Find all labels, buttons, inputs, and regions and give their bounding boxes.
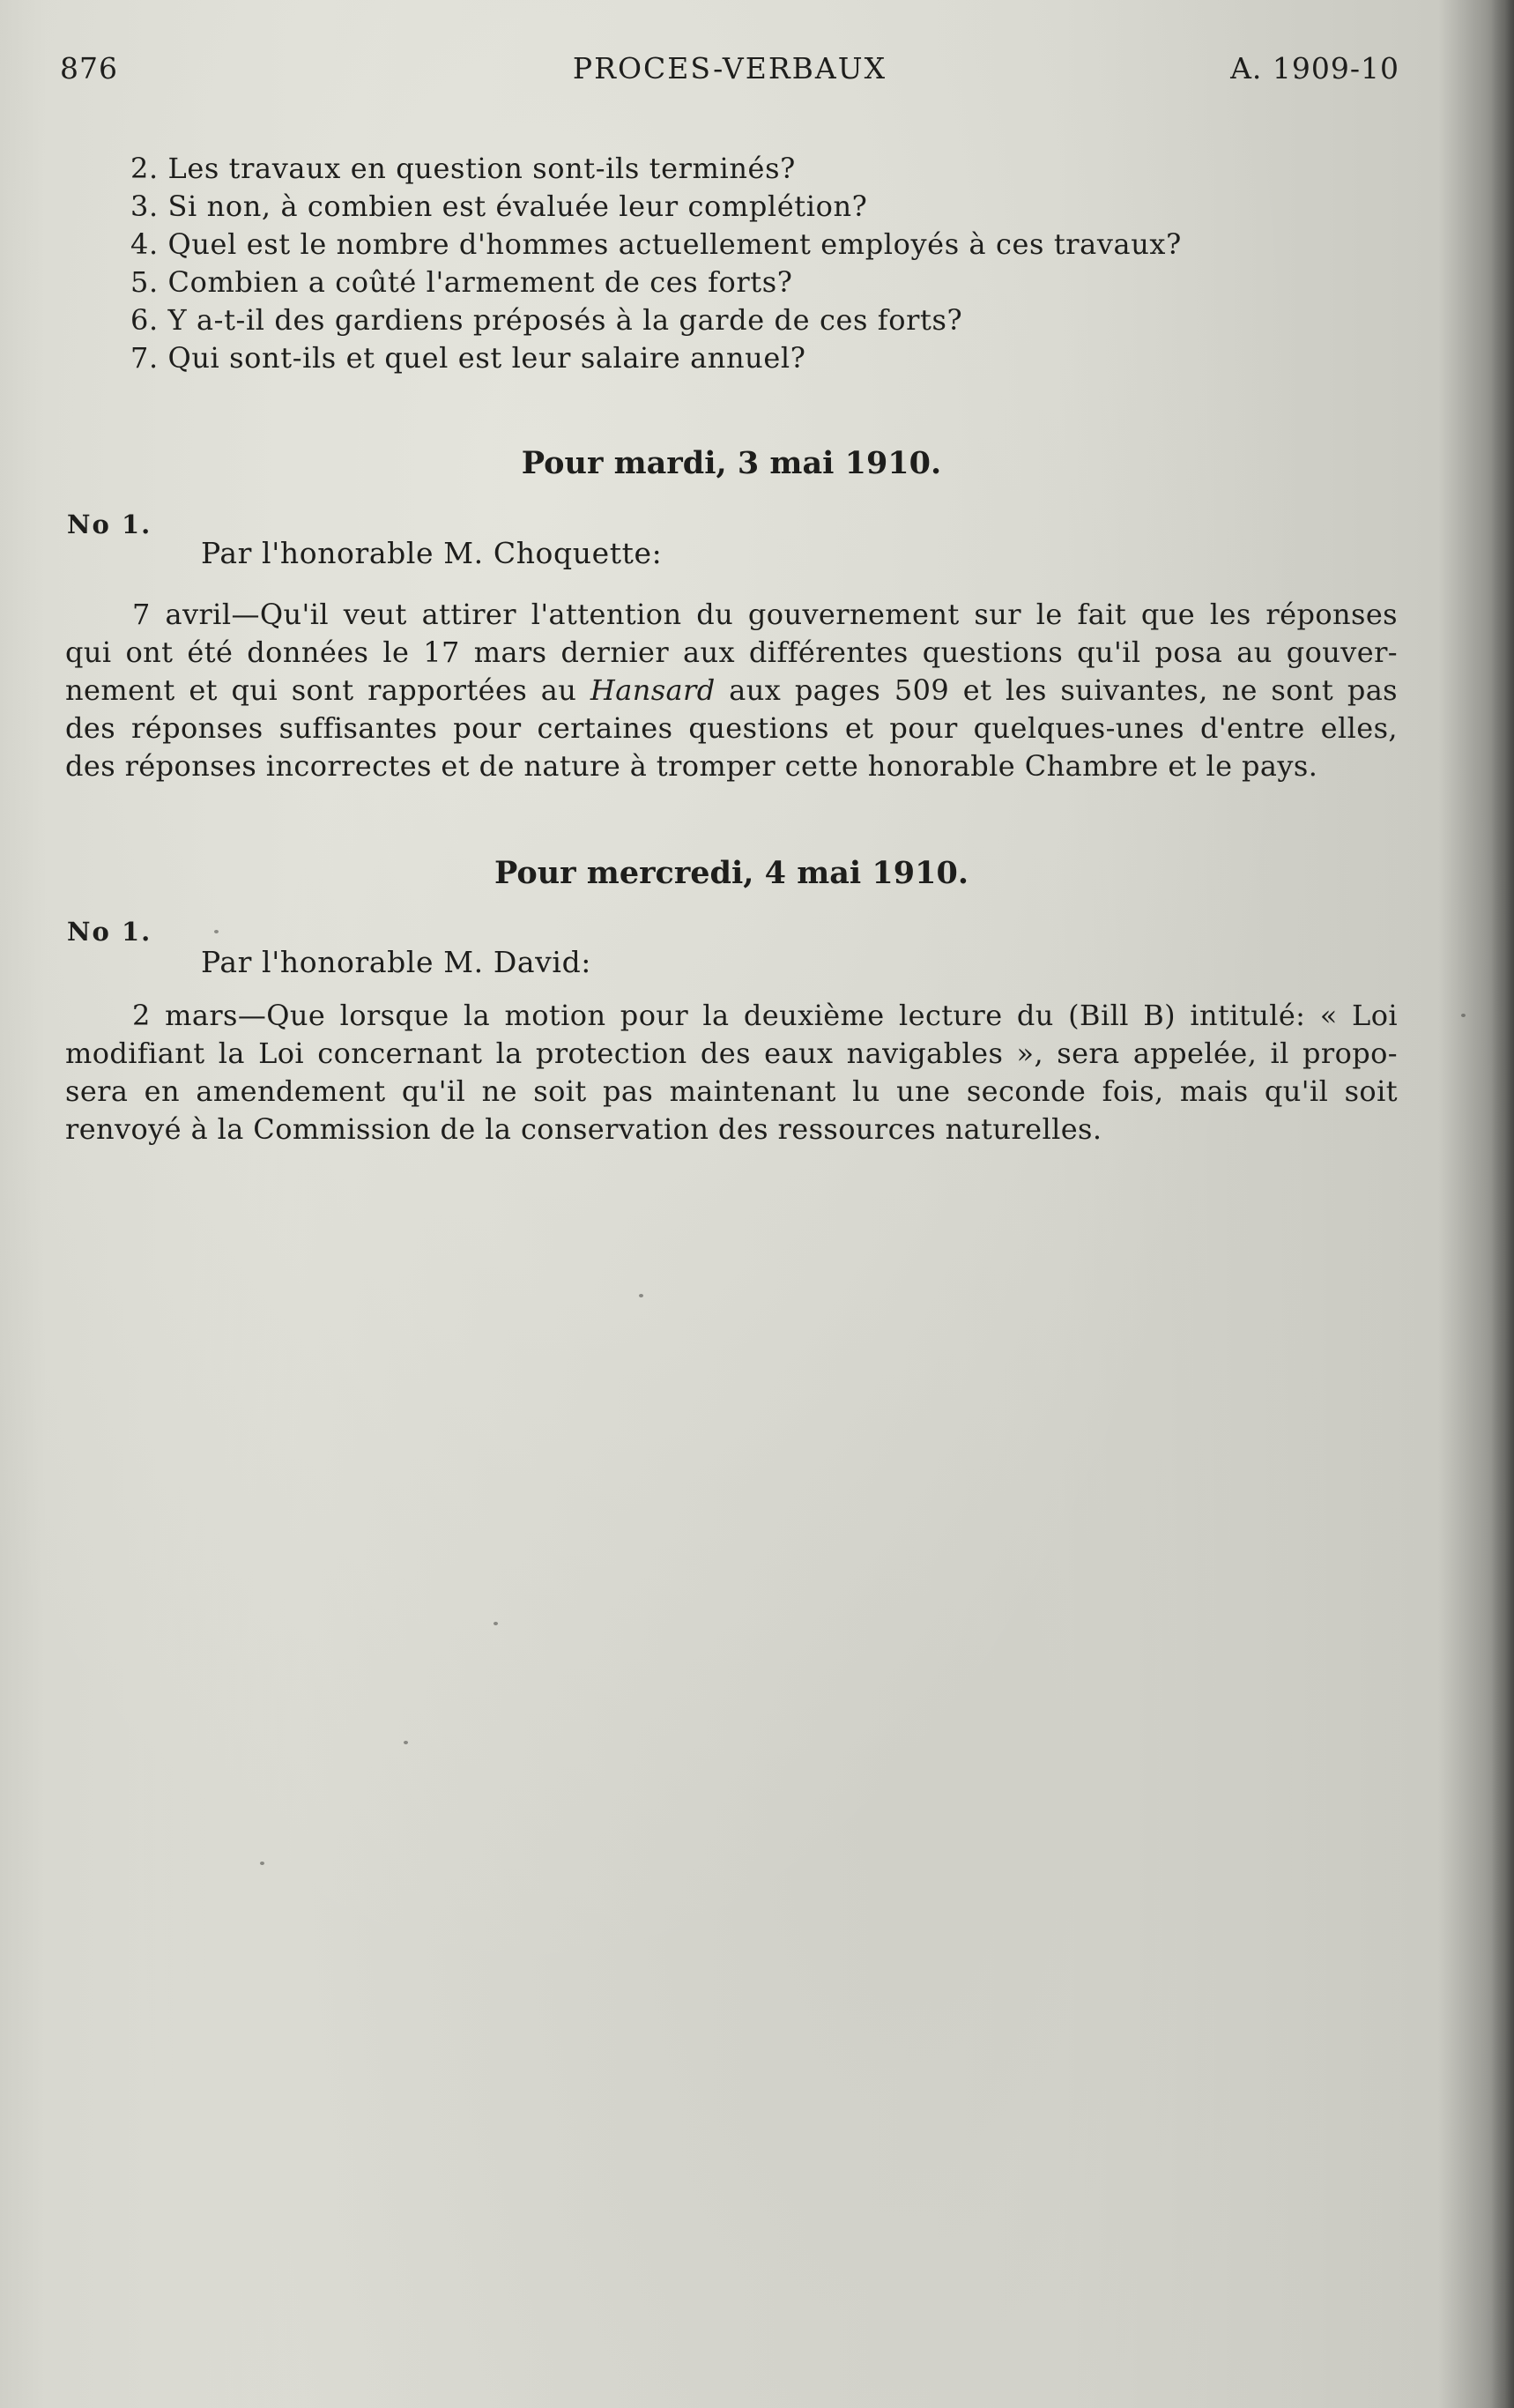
question-item: 2. Les travaux en question sont-ils terminés? [130,152,796,185]
member-by-line: Par l'honorable M. David: [201,945,592,979]
question-item: 6. Y a-t-il des gardiens préposés à la garde de ces forts? [130,303,963,337]
paragraph-line: renvoyé à la Commission de la conservation des ressources naturelles. [65,1112,1102,1146]
section-title-mardi: Pour mardi, 3 mai 1910. [521,445,942,481]
paragraph-line: 7 avril—Qu'il veut attirer l'attention du gouvernement sur le fait que les réponses [132,598,1398,631]
paper-speck [260,1862,264,1865]
paragraph-line: modifiant la Loi concernant la protection des eaux navigables », sera appelée, il propo- [65,1037,1398,1070]
question-item: 3. Si non, à combien est évaluée leur complétion? [130,190,868,223]
paper-speck [404,1741,408,1744]
notice-paragraph [65,596,1398,785]
notice-paragraph [65,997,1398,1148]
page-number: 876 [60,51,118,85]
line-text: aux pages 509 et les suivantes, ne sont pas [729,673,1399,707]
paper-speck [1461,1014,1466,1017]
item-number: No 1. [67,509,152,539]
binding-edge-shadow [1491,0,1514,2408]
section-title-mercredi: Pour mercredi, 4 mai 1910. [494,855,969,891]
paragraph-line: 2 mars—Que lorsque la motion pour la deuxième lecture du (Bill B) intitulé: « Loi [132,999,1398,1032]
page-header [60,51,1399,95]
member-by-line: Par l'honorable M. Choquette: [201,536,663,570]
question-item: 5. Combien a coûté l'armement de ces forts? [130,265,793,299]
paragraph-line: des réponses incorrectes et de nature à tromper cette honorable Chambre et le pays. [65,749,1318,783]
paper-speck [214,930,219,933]
paragraph-line: des réponses suffisantes pour certaines questions et pour quelques-unes d'entre elles, [65,711,1398,745]
question-item: 4. Quel est le nombre d'hommes actuellement employés à ces travaux? [130,227,1182,261]
hansard-reference: Hansard [590,673,716,707]
item-number: No 1. [67,917,152,947]
paragraph-line: sera en amendement qu'il ne soit pas maintenant lu une seconde fois, mais qu'il soit [65,1074,1398,1108]
question-list [130,150,1276,377]
question-item: 7. Qui sont-ils et quel est leur salaire annuel? [130,341,806,375]
running-title: PROCES-VERBAUX [572,51,887,85]
line-text: nement et qui sont rapportées au [65,673,577,707]
paper-speck [494,1622,498,1625]
paper-speck [639,1294,643,1297]
session-year: A. 1909-10 [1230,51,1399,85]
paragraph-line: qui ont été données le 17 mars dernier aux différentes questions qu'il posa au gouver- [65,635,1398,669]
paragraph-line [65,672,1398,710]
